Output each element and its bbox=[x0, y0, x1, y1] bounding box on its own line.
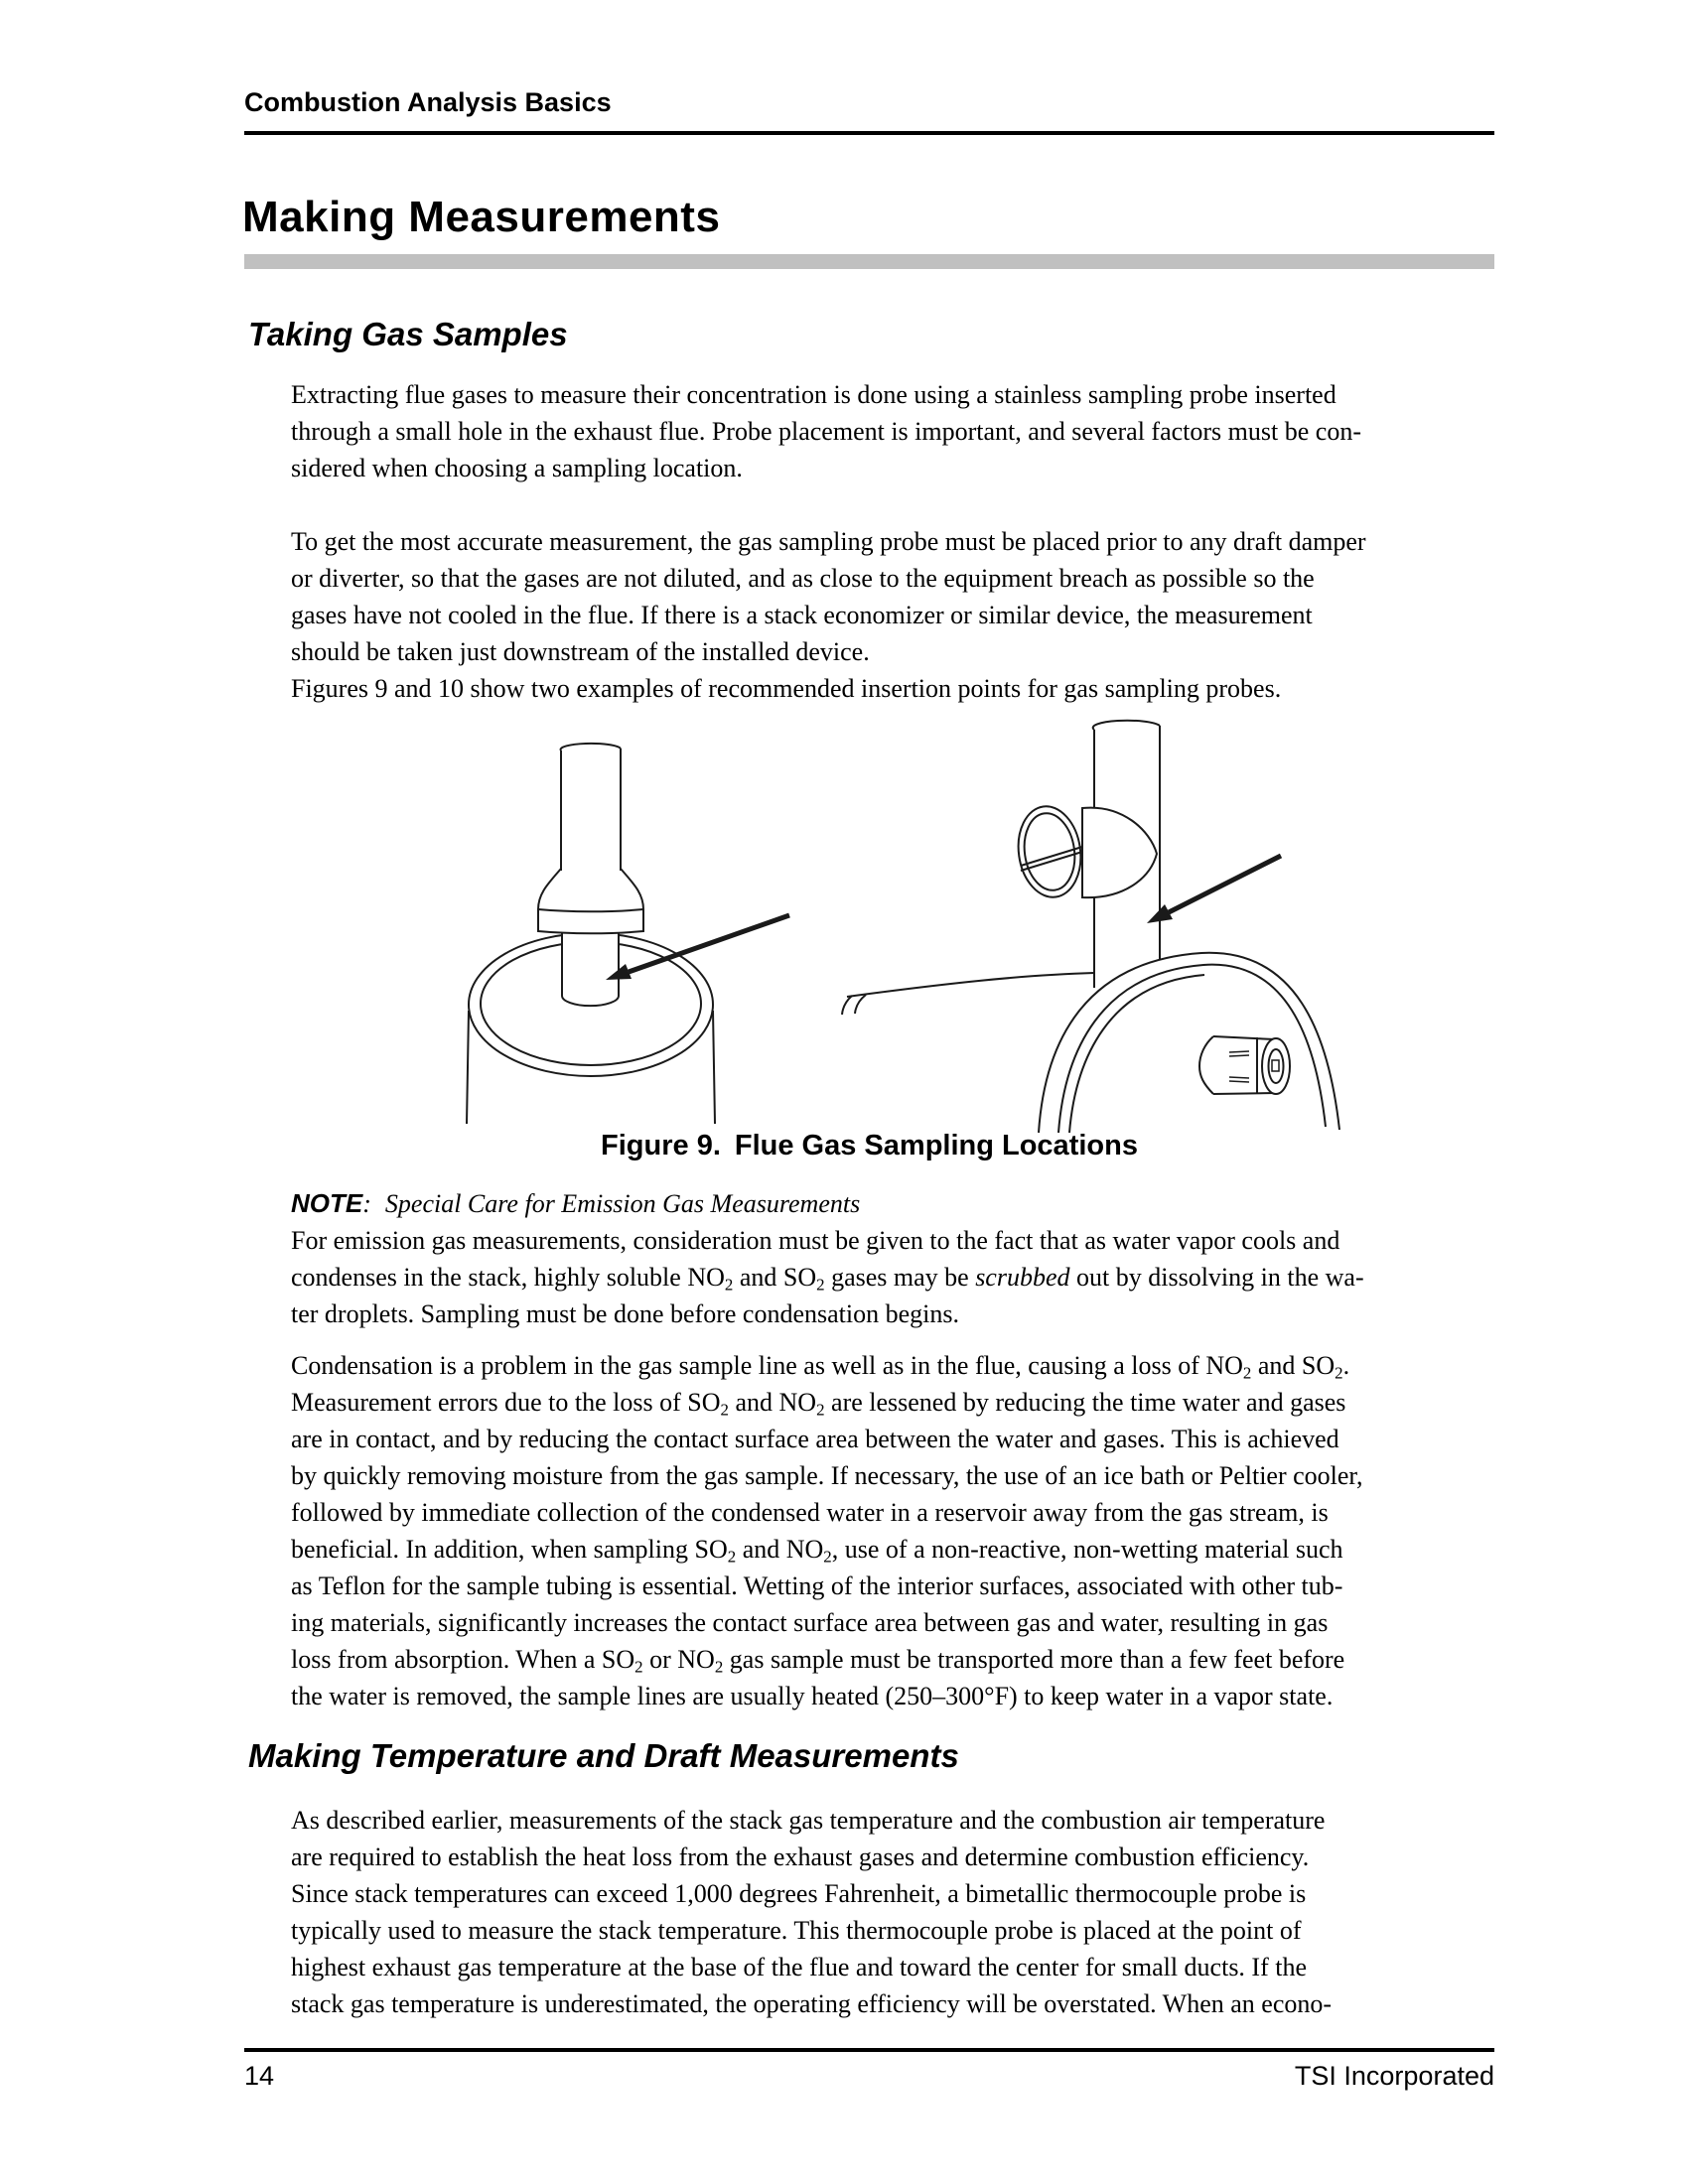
text-line: Condensation is a problem in the gas sample line as well as in the flue, causing a loss of $NO_2$ and $SO_2$. bbox=[291, 1351, 1350, 1383]
text-line: as Teflon for the sample tubing is essential. Wetting of the interior surfaces, associated with other tub- bbox=[291, 1571, 1343, 1600]
text-line: stack gas temperature is underestimated, the operating efficiency will be overstated. When an econo- bbox=[291, 1989, 1333, 2018]
text-line: highest exhaust gas temperature at the base of the flue and toward the center for small ducts. If the bbox=[291, 1953, 1308, 1981]
paragraph bbox=[291, 670, 1512, 707]
note-paragraph bbox=[291, 1222, 1512, 1332]
text-line: condenses in the stack, highly soluble $NO_2$ and $SO_2$ gases may be scrubbed out by dissolving in the wa- bbox=[291, 1263, 1364, 1295]
text-line: or diverter, so that the gases are not diluted, and as close to the equipment breach as possible so the bbox=[291, 564, 1315, 593]
figure-caption-title: Flue Gas Sampling Locations bbox=[734, 1130, 1138, 1161]
paragraph bbox=[291, 376, 1512, 486]
note-title: Special Care for Emission Gas Measurements bbox=[384, 1189, 861, 1218]
furnace-drawing bbox=[842, 721, 1339, 1133]
text-line: through a small hole in the exhaust flue. Probe placement is important, and several factors must be con- bbox=[291, 417, 1361, 446]
text-line: are in contact, and by reducing the contact surface area between the water and gases. This is achieved bbox=[291, 1425, 1339, 1453]
note-heading bbox=[291, 1185, 1512, 1222]
flue-gas-sampling-figure bbox=[244, 713, 1494, 1134]
text-line: Measurement errors due to the loss of $SO_2$ and $NO_2$ are lessened by reducing the time water and gases bbox=[291, 1388, 1346, 1420]
paragraph bbox=[291, 1347, 1512, 1714]
page-title: Making Measurements bbox=[242, 193, 721, 241]
footer-rule bbox=[244, 2048, 1494, 2052]
furnace-top-edge bbox=[847, 973, 1094, 997]
furnace-left-lip bbox=[842, 995, 866, 1015]
text-line: gases have not cooled in the flue. If there is a stack economizer or similar device, the measurement bbox=[291, 601, 1313, 629]
running-header: Combustion Analysis Basics bbox=[244, 87, 612, 117]
text-line: ing materials, significantly increases the contact surface area between gas and water, resulting in gas bbox=[291, 1608, 1329, 1637]
text-line: loss from absorption. When a $SO_2$ or $NO_2$ gas sample must be transported more than a few feet before bbox=[291, 1645, 1345, 1677]
paragraph bbox=[291, 523, 1512, 670]
header-rule bbox=[244, 131, 1494, 135]
text-line: typically used to measure the stack temperature. This thermocouple probe is placed at the point of bbox=[291, 1916, 1302, 1945]
draft-hood bbox=[538, 869, 643, 933]
text-line: For emission gas measurements, consideration must be given to the fact that as water vapor cools and bbox=[291, 1226, 1340, 1255]
text-line: To get the most accurate measurement, the gas sampling probe must be placed prior to any draft damper bbox=[291, 527, 1366, 556]
text-line: are required to establish the heat loss from the exhaust gases and determine combustion efficiency. bbox=[291, 1843, 1310, 1871]
text-line: As described earlier, measurements of the stack gas temperature and the combustion air temperature bbox=[291, 1806, 1326, 1835]
text-line: Since stack temperatures can exceed 1,000 degrees Fahrenheit, a bimetallic thermocouple probe is bbox=[291, 1879, 1307, 1908]
title-underline-bar bbox=[244, 254, 1494, 269]
figure-caption bbox=[244, 1130, 1494, 1162]
figure-caption-number: Figure 9. bbox=[601, 1130, 721, 1161]
footer-company: TSI Incorporated bbox=[1294, 2061, 1494, 2091]
water-heater-drawing bbox=[467, 744, 789, 1124]
text-line: the water is removed, the sample lines are usually heated (250–300°F) to keep water in a vapor state. bbox=[291, 1682, 1334, 1710]
text-line: Figures 9 and 10 show two examples of recommended insertion points for gas sampling probes. bbox=[291, 674, 1282, 703]
text-line: Extracting flue gases to measure their concentration is done using a stainless sampling probe inserted bbox=[291, 380, 1336, 409]
page-number: 14 bbox=[244, 2061, 275, 2091]
flue-pipe-left bbox=[561, 744, 621, 871]
text-line: by quickly removing moisture from the gas sample. If necessary, the use of an ice bath or Peltier cooler, bbox=[291, 1461, 1363, 1490]
burner-knob bbox=[1199, 1036, 1290, 1095]
text-line: sidered when choosing a sampling location. bbox=[291, 454, 743, 482]
page-footer bbox=[244, 2061, 1494, 2092]
text-line: should be taken just downstream of the installed device. bbox=[291, 637, 870, 666]
paragraph bbox=[291, 1802, 1512, 2022]
text-line: ter droplets. Sampling must be done before condensation begins. bbox=[291, 1299, 959, 1328]
furnace-dome bbox=[1039, 953, 1339, 1133]
flue-neck bbox=[562, 928, 619, 1006]
note-colon: : bbox=[362, 1189, 371, 1218]
text-line: followed by immediate collection of the condensed water in a reservoir away from the gas stream, is bbox=[291, 1498, 1329, 1527]
section-heading-taking-gas-samples: Taking Gas Samples bbox=[248, 316, 568, 352]
sampling-point-arrow-right bbox=[1147, 856, 1281, 923]
section-heading-temperature-draft: Making Temperature and Draft Measurements bbox=[248, 1737, 959, 1774]
text-line: beneficial. In addition, when sampling $SO_2$ and $NO_2$, use of a non-reactive, non-wetting material such bbox=[291, 1535, 1343, 1567]
note-label: NOTE bbox=[291, 1188, 363, 1218]
